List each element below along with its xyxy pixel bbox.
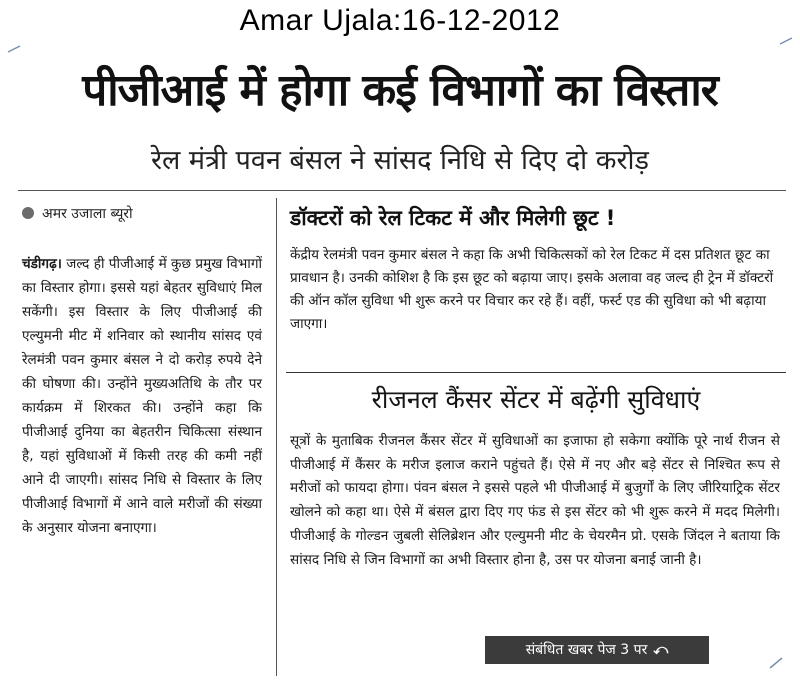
related-news-link[interactable] [485, 636, 709, 664]
second-story-title: रीजनल कैंसर सेंटर में बढ़ेंगी सुविधाएं [371, 385, 701, 414]
dateline: चंडीगढ़। [22, 256, 62, 272]
main-story-text: जल्द ही पीजीआई में कुछ प्रमुख विभागों का विस्तार होगा। इससे यहां बेहतर सुविधाएं मिल सकेंगी। इस विस्तार के लिए पीजीआई की एल्युमनी मीट में शनिवार को स्थानीय सांसद एवं रेलमंत्री पवन कुमार बंसल ने दो करोड़ रुपये देने की घोषणा की। उन्होंने मुख्यअतिथि के तौर पर कार्यक्रम में शिरकत की। उन्होंने कहा कि पीजीआई दुनिया का बेहतरीन चिकित्सा संस्थान है, यहां सुविधाओं में किसी तरह की कमी नहीं आने दी जाएगी। सांसद निधि से विस्तार के लिए पीजीआई विभागों में आने वाले मरीजों की संख्या के अनुसार योजना बनाएगा। [22, 256, 262, 536]
box-story-title: डॉक्टरों को रेल टिकट में और मिलेगी छूट ! [290, 206, 616, 230]
subheadline: रेल मंत्री पवन बंसल ने सांसद निधि से दिए दो करोड़ [151, 145, 649, 176]
curved-arrow-icon: ⤺ [653, 642, 669, 658]
main-story [22, 252, 262, 540]
headline: पीजीआई में होगा कई विभागों का विस्तार [82, 65, 718, 116]
top-divider [18, 190, 786, 191]
byline [22, 204, 133, 223]
edge-mark [8, 46, 20, 52]
second-story-text: सूत्रों के मुताबिक रीजनल कैंसर सेंटर में सुविधाओं का इजाफा हो सकेगा क्योंकि पूरे नार्थ रीजन से पीजीआई में कैंसर के मरीज इलाज कराने पहुंचते हैं। ऐसे में नए और बड़े सेंटर से निश्चित रूप से मरीजों को फायदा होगा। पंवन बंसल ने इससे पहले भी पीजीआई में बुजुर्गों के लिए जीरियाट्रिक सेंटर खोलने को कहा था। ऐसे में बंसल द्वारा दिए गए फंड से इस सेंटर को भी शुरू करने में मदद मिलेगी। पीजीआई के गोल्डन जुबली सेलिब्रेशन और एल्युमनी मीट के चेयरमैन प्रो. एसके जिंदल ने बताया कि सांसद निधि से जिन विभागों का अभी विस्तार होना है, उस पर योजना बनाई जानी है। [290, 433, 780, 568]
box-divider [286, 372, 786, 373]
related-news-label: संबंधित खबर पेज 3 पर [525, 642, 648, 658]
source-caption: Amar Ujala:16-12-2012 [239, 4, 561, 37]
byline-text: अमर उजाला ब्यूरो [42, 206, 133, 222]
bullet-dot-icon [22, 207, 34, 219]
column-divider [276, 198, 277, 676]
edge-mark [770, 658, 782, 668]
box-story-text: केंद्रीय रेलमंत्री पवन कुमार बंसल ने कहा कि अभी चिकित्सकों को रेल टिकट में दस प्रतिशत छूट का प्रावधान है। उनकी कोशिश है कि इस छूट को बढ़ाया जाए। इसके अलावा वह जल्द ही ट्रेन में डॉक्टरों की ऑन कॉल सुविधा भी शुरू करने पर विचार कर रहे हैं। वहीं, फर्स्ट एड की सुविधा को भी बढ़ाया जाएगा। [290, 247, 774, 332]
edge-mark [780, 38, 792, 44]
